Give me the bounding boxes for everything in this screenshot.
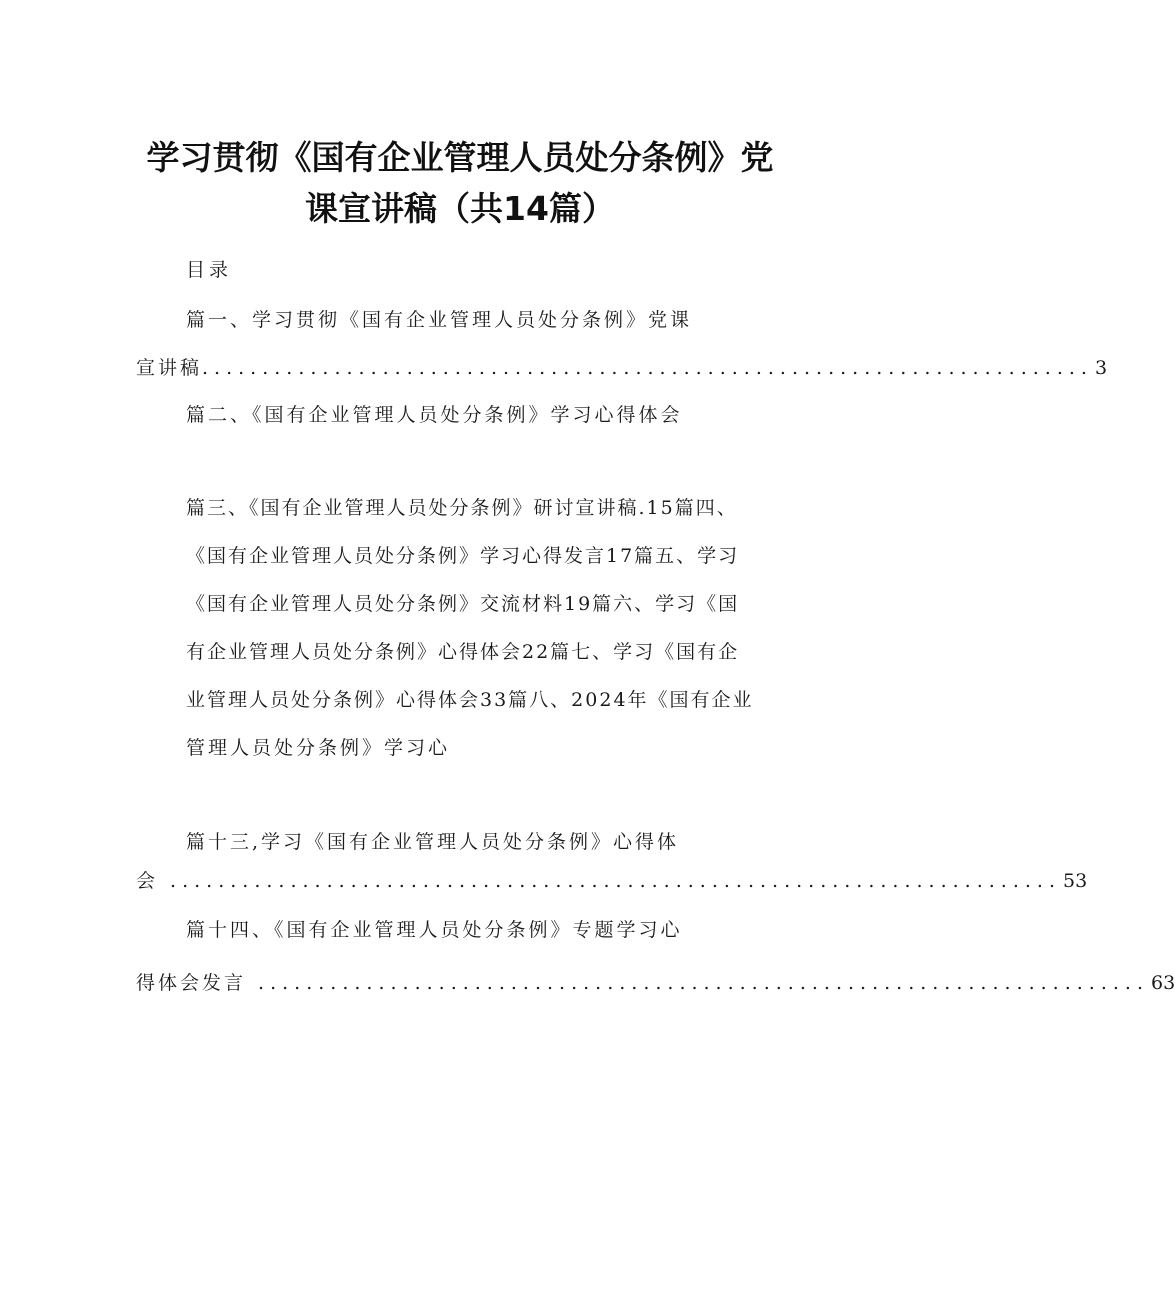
toc-entry-14-leader: [136, 968, 1175, 995]
toc-entry-1-page: 3: [1094, 357, 1108, 379]
toc-paragraph-line-3: 《国有企业管理人员处分条例》交流材料19篇六、学习《国: [186, 593, 740, 615]
toc-paragraph-line-5: 业管理人员处分条例》心得体会33篇八、2024年《国有企业: [186, 689, 754, 711]
toc-entry-1-line-1: 篇一、学习贯彻《国有企业管理人员处分条例》党课: [186, 309, 693, 331]
dot-leader: ..........................................................................: [246, 972, 1149, 994]
dot-leader: ..........................................................................: [202, 357, 1093, 379]
document-title-line-1: 学习贯彻《国有企业管理人员处分条例》党: [146, 138, 774, 177]
toc-paragraph-line-1: 篇三、《国有企业管理人员处分条例》研讨宣讲稿.15篇四、: [186, 497, 738, 519]
dot-leader: ..........................................................................: [158, 870, 1061, 892]
toc-paragraph-line-2: 《国有企业管理人员处分条例》学习心得发言17篇五、学习: [186, 545, 740, 567]
toc-entry-1-leader: [136, 353, 1108, 380]
toc-entry-13-leader: [136, 866, 1088, 893]
toc-entry-14-page: 63: [1150, 972, 1175, 994]
toc-entry-13-page: 53: [1062, 870, 1088, 892]
toc-paragraph-line-6: 管理人员处分条例》学习心: [186, 737, 451, 759]
toc-entry-2: 篇二、《国有企业管理人员处分条例》学习心得体会: [186, 404, 683, 426]
toc-entry-1-line-2: 宣讲稿: [136, 357, 203, 379]
document-title-line-2: 课宣讲稿（共14篇）: [305, 189, 615, 228]
toc-entry-13-line-1: 篇十三,学习《国有企业管理人员处分条例》心得体: [186, 831, 680, 853]
toc-entry-14-line-2: 得体会发言: [136, 972, 247, 994]
toc-paragraph-line-4: 有企业管理人员处分条例》心得体会22篇七、学习《国有企: [186, 641, 740, 663]
toc-entry-13-line-2: 会: [136, 870, 159, 892]
toc-label: 目录: [186, 259, 233, 281]
toc-entry-14-line-1: 篇十四、《国有企业管理人员处分条例》专题学习心: [186, 919, 683, 941]
